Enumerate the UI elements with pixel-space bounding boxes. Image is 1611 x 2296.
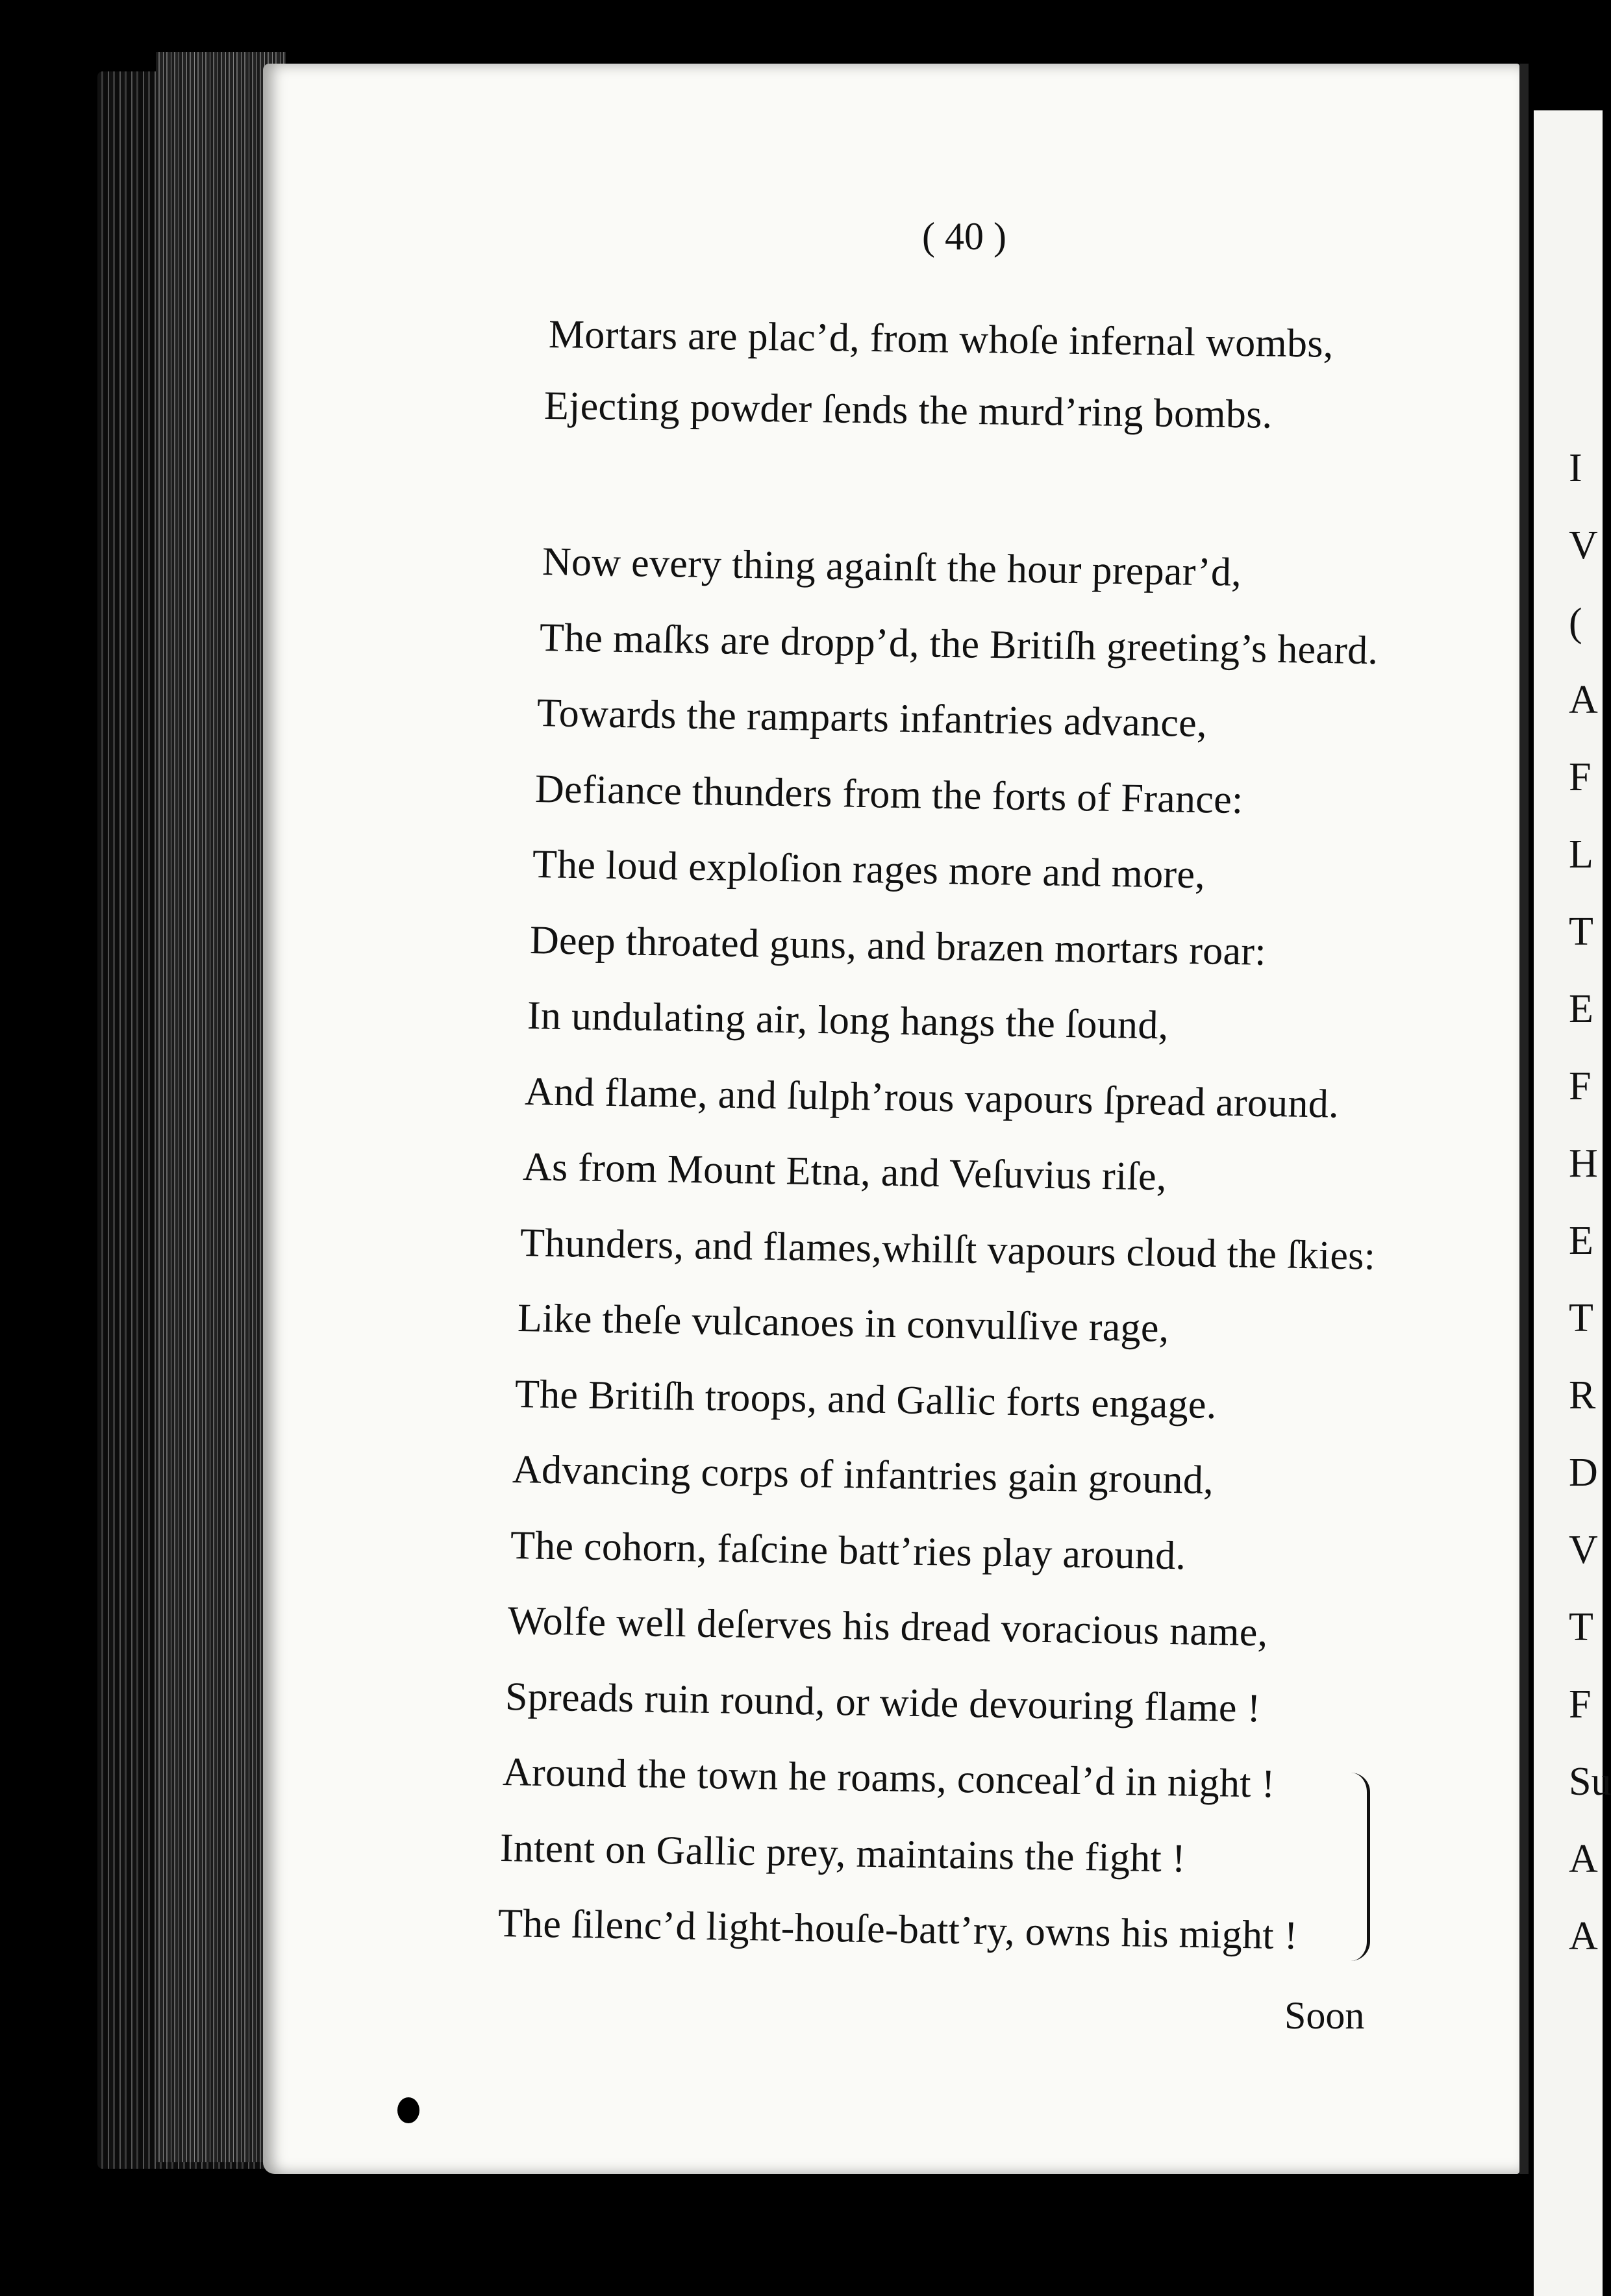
facing-page-letter: D — [1569, 1451, 1598, 1495]
facing-page-letter: L — [1569, 832, 1593, 877]
facing-page-letter: A — [1569, 678, 1598, 722]
verse-line: Intent on Gallic prey, maintains the fight ! — [499, 1825, 1186, 1881]
facing-page-letter: V — [1569, 523, 1598, 568]
verse-line: Thunders, and flames,whilſt vapours cloud the ſkies: — [519, 1220, 1376, 1279]
verse-line: Deep throated guns, and brazen mortars roar: — [529, 917, 1267, 974]
facing-page-letter: E — [1569, 987, 1593, 1031]
facing-page-letter: A — [1569, 1837, 1598, 1881]
verse-line: The loud exploſion rages more and more, — [532, 842, 1206, 897]
verse-line: The maſks are dropp’d, the Britiſh greeting’s heard. — [539, 615, 1379, 673]
facing-page-letter: V — [1569, 1528, 1598, 1572]
facing-page — [1534, 110, 1611, 2296]
verse-line: Ejecting powder ſends the murd’ring bombs. — [543, 384, 1273, 437]
facing-page-letter: ( — [1569, 601, 1582, 645]
facing-page-letter: Su — [1569, 1760, 1611, 1804]
verse-line: And flame, and ſulph’rous vapours ſpread around. — [524, 1069, 1340, 1127]
verse-line: Advancing corps of infantries gain ground, — [512, 1447, 1214, 1503]
verse-line: Like theſe vulcanoes in convulſive rage, — [517, 1296, 1170, 1351]
facing-page-letter: H — [1569, 1142, 1598, 1186]
catchword: Soon — [1284, 1994, 1365, 2037]
verse-line: Mortars are plac’d, from whoſe infernal wombs, — [548, 312, 1334, 366]
facing-page-letter: R — [1569, 1373, 1596, 1417]
verse-line: Wolfe well deſerves his dread voracious name, — [507, 1599, 1268, 1655]
verse-line: Now every thing againſt the hour prepar’d, — [542, 540, 1242, 595]
verse-line: The cohorn, faſcine batt’ries play around. — [510, 1523, 1186, 1578]
page-number: ( 40 ) — [922, 215, 1006, 258]
facing-page-letter: T — [1569, 1605, 1593, 1649]
verse-line: In undulating air, long hangs the ſound, — [527, 993, 1169, 1048]
facing-page-letter: F — [1569, 1064, 1592, 1108]
page-gutter — [1519, 64, 1529, 2174]
verse-line: The ſilenc’d light-houſe-batt’ry, owns his might ! — [497, 1901, 1298, 1958]
verse-line: As from Mount Etna, and Veſuvius riſe, — [522, 1145, 1167, 1199]
verse-line: Towards the ramparts infantries advance, — [536, 691, 1208, 746]
facing-page-letter: A — [1569, 1914, 1598, 1958]
verse-line: The Britiſh troops, and Gallic forts engage. — [514, 1371, 1218, 1427]
facing-page-letter: T — [1569, 910, 1593, 954]
verse-line: Spreads ruin round, or wide devouring flame ! — [505, 1674, 1262, 1730]
facing-page-letter: F — [1569, 1682, 1592, 1727]
triplet-brace — [1341, 1773, 1370, 1961]
facing-page-letter: I — [1569, 446, 1582, 490]
verse-line: Defiance thunders from the forts of France: — [534, 766, 1243, 822]
facing-page-letter: E — [1569, 1219, 1593, 1263]
ink-blot — [397, 2097, 419, 2123]
facing-page-letter: T — [1569, 1296, 1593, 1340]
verse-line: Around the town he roams, conceal’d in night ! — [502, 1750, 1276, 1806]
facing-page-letter: F — [1569, 755, 1592, 799]
